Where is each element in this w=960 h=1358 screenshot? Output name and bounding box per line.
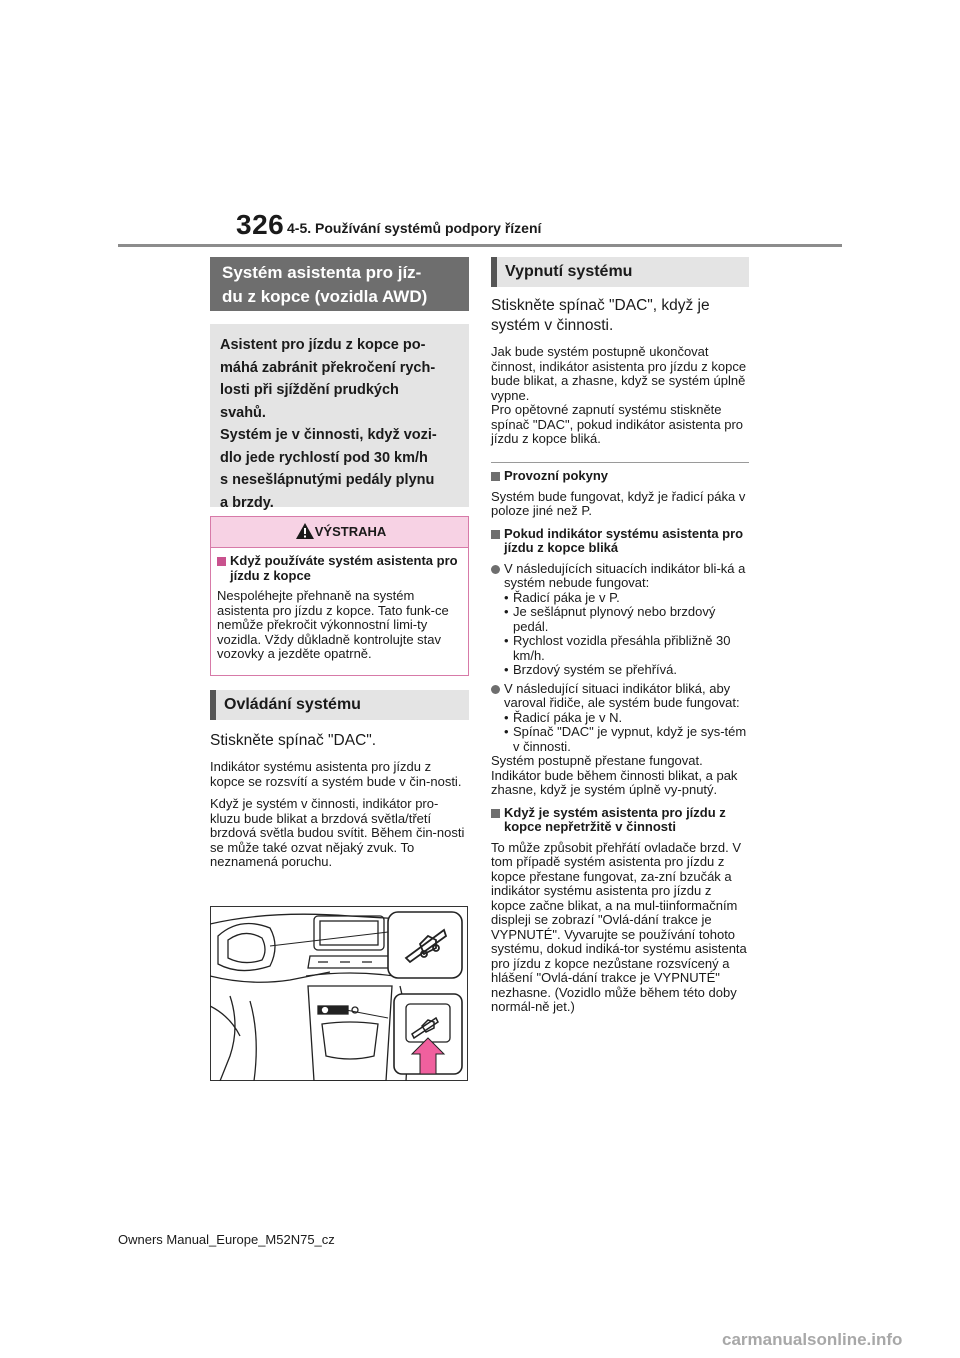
footer-text: Owners Manual_Europe_M52N75_cz xyxy=(118,1232,335,1247)
press-instruction-off: Stiskněte spínač "DAC", když je systém v činnosti. xyxy=(491,297,710,334)
list-item: • Rychlost vozidla přesáhla přibližně 30 km/h. xyxy=(491,634,749,663)
case-item xyxy=(491,682,749,711)
square-bullet-icon xyxy=(491,472,500,481)
dashboard-illustration xyxy=(210,906,468,1081)
summary-line: a brzdy. xyxy=(220,494,274,511)
summary-line: máhá zabránit překročení rych- xyxy=(220,359,436,376)
square-bullet-icon xyxy=(491,530,500,539)
note-title-text: Provozní pokyny xyxy=(504,468,609,483)
case-text: V následujících situacích indikátor bli-ká a systém nebude fungovat: xyxy=(504,560,746,590)
note-title-text: Když je systém asistenta pro jízdu z kopce nepřetržitě v činnosti xyxy=(504,804,726,834)
note-title-blinking xyxy=(491,527,749,556)
press-instruction: Stiskněte spínač "DAC". xyxy=(210,732,377,749)
chapter-title: 4-5. Používání systémů podpory řízení xyxy=(287,220,542,236)
circle-bullet-icon xyxy=(491,565,500,574)
notes-body xyxy=(491,469,749,1023)
warning-text: Nespoléhejte přehnaně na systém asistenta pro jízdu z kopce. Tato funk-ce nemůže překročit výkonnostní limi-ty vozidla. Vždy důkladně kontrolujte stav vozovky a jezděte opatrně. xyxy=(217,588,449,661)
turn-off-body xyxy=(491,296,749,455)
case1-list xyxy=(491,591,749,678)
warning-heading: VÝSTRAHA xyxy=(314,524,387,539)
operation-para: Indikátor systému asistenta pro jízdu z kopce se rozsvítí a systém bude v čin-nosti. xyxy=(210,759,462,789)
note-text: Systém bude fungovat, když je řadicí páka v poloze jiné než P. xyxy=(491,488,746,518)
warning-header xyxy=(211,517,468,548)
list-item: • Řadicí páka je v P. xyxy=(491,591,749,606)
summary-line: Asistent pro jízdu z kopce po- xyxy=(220,337,426,353)
continuous-text: To může způsobit přehřátí ovladače brzd. V tom případě systém asistenta pro jízdu z kopce přestane fungovat, za-zní bzučák a indikátor systému asistenta pro jízdu z kopce začne blikat, a na mul-tiinformačním displeji se zobrazí "Ovlá-dání trakce je VYPNUTÉ". Vyvarujte se používání tohoto systému, dokud indiká-tor systému asistenta pro jízdu z kopce nezůstane rozsvícený a hlášení "Ovlá-dání trakce je VYPNUTÉ" nezhasne. (Vozidlo může během této doby normál-ně jet.) xyxy=(491,839,747,1014)
note-title-continuous xyxy=(491,806,749,835)
header-rule xyxy=(118,244,842,247)
case-item xyxy=(491,562,749,591)
case2-after-text: Systém postupně přestane fungovat. Indikátor bude během činnosti blikat, a pak zhasne, když je systém úplně vy-pnutý. xyxy=(491,753,738,797)
square-bullet-icon xyxy=(217,557,226,566)
warning-item-title-text: Když používáte systém asistenta pro jízdu z kopce xyxy=(230,553,458,583)
list-item: • Spínač "DAC" je vypnut, když je sys-tém v činnosti. xyxy=(491,725,749,754)
list-item: • Je sešlápnut plynový nebo brzdový pedál. xyxy=(491,605,749,634)
section-title-line1: Systém asistenta pro jíz- xyxy=(222,263,422,282)
section-divider xyxy=(491,462,749,463)
circle-bullet-icon xyxy=(491,685,500,694)
warning-triangle-icon xyxy=(295,522,315,540)
note-title-text: Pokud indikátor systému asistenta pro jízdu z kopce bliká xyxy=(504,525,744,555)
operation-para: Když je systém v činnosti, indikátor pro-kluzu bude blikat a brzdová světla/třetí brzdová světla budou svítit. Během čin-nosti se může také ozvat nějaký zvuk. To neznamená poruchu. xyxy=(210,796,465,869)
case2-list xyxy=(491,711,749,755)
operation-body xyxy=(210,731,468,878)
warning-box xyxy=(210,516,469,676)
summary-line: dlo jede rychlostí pod 30 km/h xyxy=(220,449,428,466)
section-title-line2: du z kopce (vozidla AWD) xyxy=(222,287,428,306)
turn-off-para: Jak bude systém postupně ukončovat činnost, indikátor asistenta pro jízdu z kopce bude blikat, a zhasne, když se systém úplně vypne. xyxy=(491,344,747,403)
summary-line: losti při sjíždění prudkých xyxy=(220,382,399,398)
list-item: • Brzdový systém se přehřívá. xyxy=(491,663,749,678)
warning-item-title xyxy=(217,554,462,583)
watermark: carmanualsonline.info xyxy=(722,1330,903,1349)
summary-line: Systém je v činnosti, když vozi- xyxy=(220,427,437,443)
list-item: • Řadicí páka je v N. xyxy=(491,711,749,726)
page-number: 326 xyxy=(236,209,285,240)
summary-line: s nesešlápnutými pedály plynu xyxy=(220,472,435,488)
turn-off-para: Pro opětovné zapnutí systému stiskněte spínač "DAC", pokud indikátor asistenta pro jízdu z kopce bliká. xyxy=(491,402,744,446)
section-title-dac xyxy=(210,257,469,311)
section-operation: Ovládání systému xyxy=(210,690,469,720)
case-text: V následující situaci indikátor bliká, aby varoval řidiče, ale systém bude fungovat: xyxy=(504,680,740,710)
section-turn-off: Vypnutí systému xyxy=(491,257,749,287)
square-bullet-icon xyxy=(491,809,500,818)
summary-line: svahů. xyxy=(220,404,266,421)
note-title-operation xyxy=(491,469,749,484)
summary-box xyxy=(210,324,469,511)
